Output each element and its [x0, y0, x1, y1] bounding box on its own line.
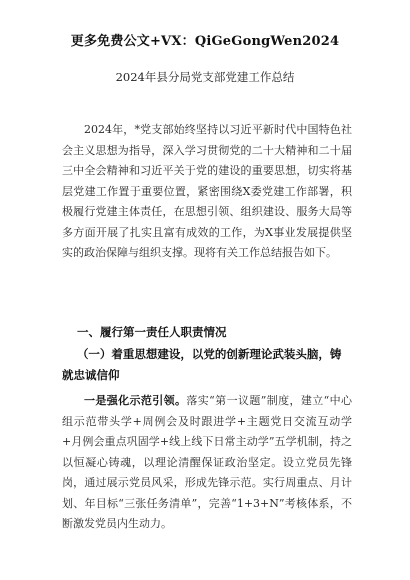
intro-paragraph: 2024年，*党支部始终坚持以习近平新时代中国特色社会主义思想为指导，深入学习贯彻党的二十大精神和二十届三中全会精神和习近平关于党的建设的重要思想，切实将基层党建工作置于重要位置，紧密围绕X委党建工作部署，积极履行党建主体责任，在思想引领、组织建设、服务大局等多方面开展了扎实且富有成效的工作，为X事业发展提供坚实的政治保障与组织支撑。现将有关工作总结报告如下。	[62, 123, 352, 259]
body-paragraph	[62, 391, 352, 535]
section-heading: 一、履行第一责任人职责情况	[77, 325, 227, 339]
promo-header: 更多免费公文+VX：QiGeGongWen2024	[70, 34, 340, 49]
document-title: 2024年县分局党支部党建工作总结	[115, 70, 295, 84]
paragraph-lead: 一是强化示范引领。	[84, 394, 187, 407]
subsection-heading: （一）着重思想建设，以党的创新理论武装头脑，铸就忠诚信仰	[62, 347, 342, 382]
paragraph-text: 落实“第一议题”制度，建立“中心组示范带头学+周例会及时跟进学+主题党日交流互动学+月例会重点巩固学+线上线下日常主动学”五学机制，持之以恒凝心铸魂，以理论清醒保证政治坚定。设立党员先锋岗，通过展示党员风采，形成先锋示范。实行周重点、月计划、年目标“三张任务清单”，完善“1+3+N”考核体系，不断激发党员内生动力。	[62, 394, 352, 530]
